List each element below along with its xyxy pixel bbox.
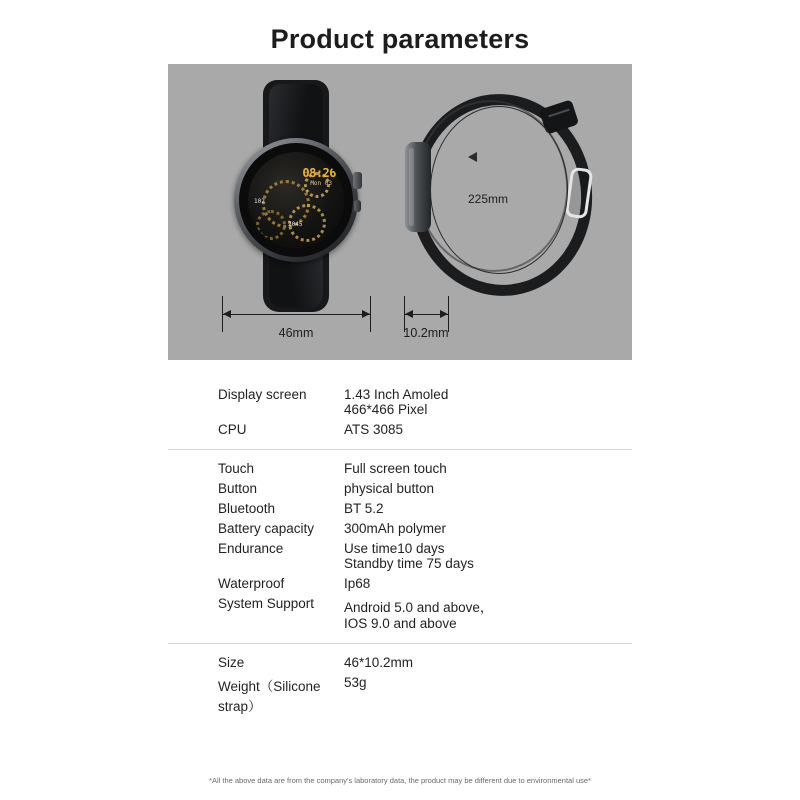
table-row (168, 672, 632, 717)
secondary-button (354, 200, 361, 212)
spec-table (168, 376, 632, 727)
footnote: *All the above data are from the company's laboratory data, the product may be different due to environmental use* (209, 776, 591, 785)
spec-value-line: Use time10 days (344, 540, 445, 556)
watch-screen (248, 152, 344, 248)
spec-value-line-2: IOS 9.0 and above (344, 615, 457, 631)
circumference-label: 225mm (468, 192, 509, 206)
arrow-right-icon (362, 310, 370, 318)
watch-front-view (216, 80, 376, 312)
spec-group (168, 450, 632, 644)
arrow-left-icon (223, 310, 231, 318)
spec-group (168, 644, 632, 727)
table-row (168, 419, 632, 439)
spec-value-line: Android 5.0 and above， (344, 599, 494, 615)
width-dimension-label: 46mm (278, 326, 314, 340)
spec-label: System Support (218, 595, 315, 611)
spec-label: Touch (218, 460, 255, 476)
table-row (168, 573, 632, 593)
watch-case (234, 138, 358, 262)
circumference-arc (430, 106, 568, 274)
spec-value: physical button (344, 480, 435, 496)
spec-value: Full screen touch (344, 460, 447, 476)
table-row (168, 384, 632, 419)
spec-label: Waterproof (218, 575, 285, 591)
spec-value: BT 5.2 (344, 500, 384, 516)
spec-value (344, 596, 493, 631)
watch-metric-heartrate: 102 (254, 198, 265, 205)
page-title: Product parameters (270, 24, 530, 54)
spec-label: Weight（Silicone strap） (218, 678, 321, 714)
table-row (168, 498, 632, 518)
watch-case-side (405, 142, 431, 232)
gear-icon (256, 210, 286, 240)
spec-label: Size (218, 654, 245, 670)
table-row (168, 538, 632, 573)
table-row (168, 478, 632, 498)
spec-group (168, 376, 632, 450)
width-dimension-line (222, 314, 370, 315)
table-row (168, 593, 632, 633)
arrow-left-icon (468, 152, 477, 162)
spec-label: Button (218, 480, 258, 496)
spec-label: Bluetooth (218, 500, 276, 516)
spec-value (344, 387, 448, 417)
spec-value: ATS 3085 (344, 421, 404, 437)
arrow-left-icon (405, 310, 413, 318)
spec-label: Endurance (218, 540, 284, 556)
thickness-dimension-label: 10.2mm (403, 326, 449, 340)
watch-time: 08:26 (302, 166, 336, 180)
spec-label: Battery capacity (218, 520, 315, 536)
table-row (168, 652, 632, 672)
width-dimension-tick-right (370, 296, 371, 332)
spec-value-line-2: 466*466 Pixel (344, 401, 428, 417)
product-diagram-panel (168, 64, 632, 360)
spec-value-line-2: Standby time 75 days (344, 555, 474, 571)
spec-value: 53g (344, 674, 367, 690)
table-row (168, 458, 632, 478)
spec-value: 300mAh polymer (344, 520, 447, 536)
watch-date: Mon 03 (310, 180, 332, 187)
spec-value: 46*10.2mm (344, 654, 414, 670)
watch-bezel (239, 143, 353, 257)
arrow-right-icon (440, 310, 448, 318)
spec-value (344, 541, 474, 571)
crown-button (353, 172, 362, 189)
spec-value: Ip68 (344, 575, 371, 591)
table-row (168, 518, 632, 538)
spec-value-line: 1.43 Inch Amoled (344, 386, 449, 402)
spec-label: Display screen (218, 386, 307, 402)
watch-metric-steps: 2045 (288, 221, 303, 228)
spec-label: CPU (218, 421, 247, 437)
